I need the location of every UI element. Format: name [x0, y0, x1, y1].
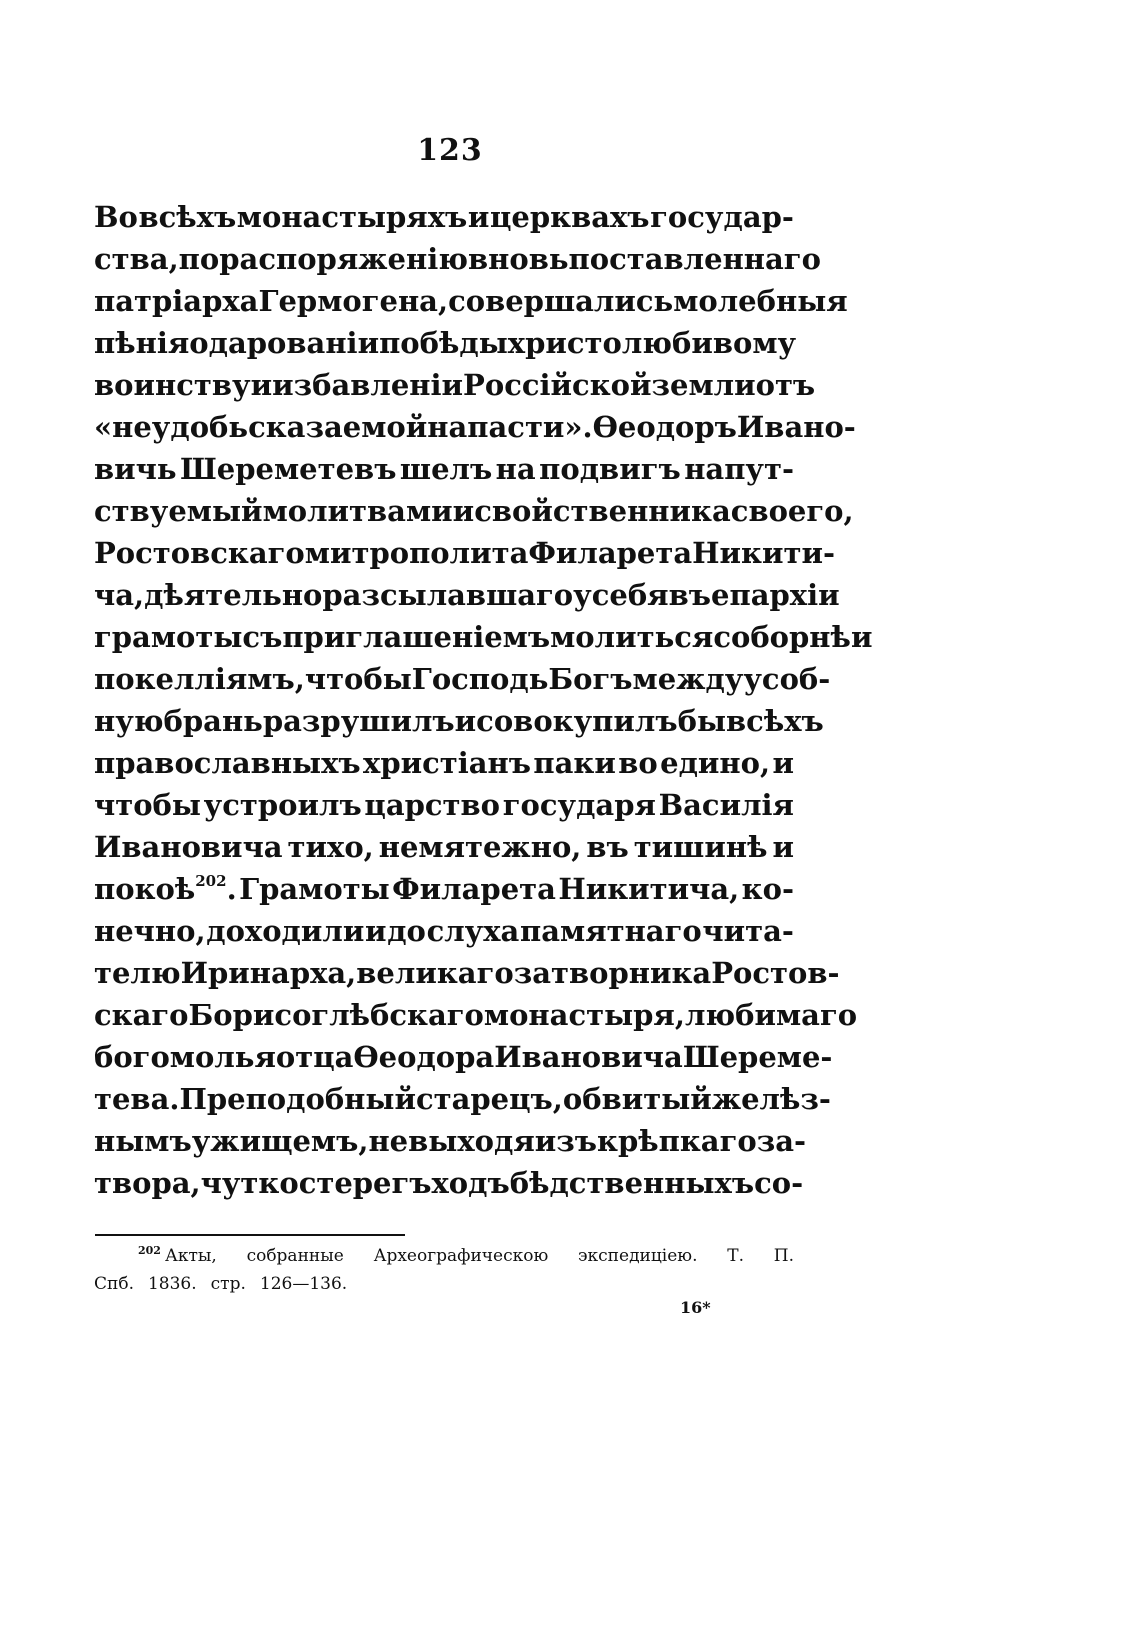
word: митрополита: [304, 536, 529, 570]
footnote-reference: 202: [195, 872, 227, 890]
word: молебныя: [673, 284, 848, 318]
word: совершались: [448, 284, 674, 318]
word: христолюбивому: [507, 326, 797, 360]
word: государ-: [650, 200, 794, 234]
word: въ: [668, 578, 712, 612]
word: государя: [502, 788, 656, 822]
word: Ивано-: [736, 410, 856, 444]
text-line: [94, 952, 840, 994]
word: твора,: [94, 1166, 201, 1200]
footnote-word: экспедиціею.: [578, 1246, 698, 1266]
word: памятнаго: [519, 914, 702, 948]
footnote-word: 126—136.: [259, 1274, 348, 1294]
word: приглашеніемъ: [282, 620, 551, 654]
word: разсылавшаго: [322, 578, 574, 612]
word: Во: [94, 200, 138, 234]
text-line: [94, 448, 794, 490]
text-line: [94, 700, 824, 742]
text-line: [94, 1036, 833, 1078]
word: грамоты: [94, 620, 243, 654]
word: дѣятельно: [144, 578, 323, 612]
text-line: [94, 1078, 831, 1120]
word: въ: [586, 830, 629, 864]
word: Ростов-: [711, 956, 840, 990]
word: выходя: [408, 1124, 535, 1158]
word: молиться: [550, 620, 714, 654]
word: едино,: [660, 746, 771, 780]
word: дарованіи: [208, 326, 380, 360]
word: тева.: [94, 1082, 180, 1116]
word: монастыря,: [483, 998, 685, 1032]
word: не: [368, 1124, 409, 1158]
word: монастыряхъ: [236, 200, 468, 234]
word: стерегъ: [298, 1166, 432, 1200]
footnote-word: 1836.: [147, 1274, 197, 1294]
footnote-word: Археографическою: [373, 1246, 549, 1266]
word: и: [452, 494, 475, 528]
footnote-word: [138, 1242, 217, 1270]
word: любимаго: [684, 998, 858, 1032]
word: ствуемый: [94, 494, 263, 528]
footnote-line: [94, 1242, 794, 1270]
word: христіанъ: [363, 746, 532, 780]
word: всѣхъ: [138, 200, 237, 234]
word: ходъ: [431, 1166, 510, 1200]
word: обвитый: [562, 1082, 712, 1116]
word: Богъ: [548, 662, 633, 696]
text-line: [94, 322, 797, 364]
text-line: [94, 784, 794, 826]
word: Ѳеодоръ: [592, 410, 737, 444]
word: царство: [364, 788, 501, 822]
word: подвигъ: [539, 452, 681, 486]
word: за-: [756, 1124, 807, 1158]
word: своего,: [730, 494, 854, 528]
word: келліямъ,: [134, 662, 305, 696]
word: бы: [677, 704, 727, 738]
word: напут-: [684, 452, 794, 486]
word: «неудобьсказаемой: [94, 410, 428, 444]
word: распоряженію: [219, 242, 468, 276]
text-line: [94, 280, 848, 322]
word: съ: [242, 620, 283, 654]
word: и: [365, 914, 387, 948]
word: чутко: [200, 1166, 299, 1200]
text-line: [94, 532, 835, 574]
word: и: [850, 620, 873, 654]
word: бѣдственныхъ: [509, 1166, 755, 1200]
word: телю: [94, 956, 181, 990]
text-line: [94, 1162, 804, 1204]
word: по: [178, 242, 220, 276]
word: чита-: [702, 914, 794, 948]
text-line: [94, 238, 821, 280]
word: великаго: [356, 956, 514, 990]
word: на: [495, 452, 536, 486]
word: ча,: [94, 578, 145, 612]
word: и: [250, 368, 273, 402]
footnote-marker: 202: [138, 1244, 161, 1257]
footnote-word-text: Акты,: [164, 1246, 217, 1266]
word: разрушилъ: [262, 704, 455, 738]
word: затворника: [513, 956, 712, 990]
word: шелъ: [399, 452, 493, 486]
footnote-line: [94, 1270, 794, 1298]
word: нечно,: [94, 914, 206, 948]
text-line: [94, 658, 831, 700]
word: Филарета: [528, 536, 693, 570]
text-line: [94, 196, 794, 238]
word: Шереметевъ: [180, 452, 397, 486]
word: совокупилъ: [476, 704, 678, 738]
word: о: [189, 326, 209, 360]
word: чтобы: [304, 662, 412, 696]
text-line: [94, 910, 794, 952]
word: паки: [533, 746, 616, 780]
word: Борисоглѣбскаго: [188, 998, 484, 1032]
footnote-word: Спб.: [94, 1274, 134, 1294]
word: со-: [754, 1166, 804, 1200]
word: слуха: [426, 914, 520, 948]
word: Господь: [411, 662, 549, 696]
word: Ивановича: [94, 830, 283, 864]
text-line: [94, 742, 794, 784]
word: чтобы: [94, 788, 201, 822]
word: и: [772, 746, 794, 780]
word: пѣнія: [94, 326, 190, 360]
word: воинству: [94, 368, 251, 402]
word: доходили: [206, 914, 365, 948]
word: Никити-: [692, 536, 835, 570]
body-text: [94, 196, 873, 1204]
word: Шереме-: [682, 1040, 833, 1074]
footnote-rule: [95, 1234, 405, 1236]
word: Преподобный: [179, 1082, 416, 1116]
word: тишинѣ: [633, 830, 768, 864]
word: всѣхъ: [726, 704, 824, 738]
word: напасти».: [427, 410, 593, 444]
word: земли: [651, 368, 756, 402]
footnote-word: собранные: [246, 1246, 344, 1266]
word: поставленнаго: [568, 242, 821, 276]
word: старецъ,: [415, 1082, 563, 1116]
word: вновь: [467, 242, 569, 276]
footnote-word: Т.: [727, 1246, 745, 1266]
word: по: [94, 662, 135, 696]
word: Василія: [658, 788, 794, 822]
word: отца: [275, 1040, 354, 1074]
word: брань: [163, 704, 263, 738]
word: у: [573, 578, 592, 612]
text-line: [94, 490, 854, 532]
footnote-word: П.: [773, 1246, 794, 1266]
word: церквахъ: [489, 200, 650, 234]
word: скаго: [94, 998, 189, 1032]
word: молитвами: [262, 494, 453, 528]
word: ко-: [741, 872, 794, 906]
text-line: [94, 406, 856, 448]
word: епархіи: [711, 578, 840, 612]
word: ства,: [94, 242, 179, 276]
page-number: 123: [417, 133, 483, 168]
text-line: [94, 364, 816, 406]
word: устроилъ: [203, 788, 362, 822]
word: избавленіи: [272, 368, 464, 402]
word: Гермогена,: [258, 284, 449, 318]
text-line: [94, 1120, 807, 1162]
word: Филарета: [392, 872, 556, 906]
word: изъ: [534, 1124, 598, 1158]
word: желѣз-: [711, 1082, 831, 1116]
word: ужищемъ,: [191, 1124, 369, 1158]
signature-mark: 16*: [680, 1298, 711, 1317]
word: Ивановича: [494, 1040, 683, 1074]
word: Грамоты: [239, 872, 390, 906]
word: свойственника: [474, 494, 731, 528]
word: немятежно,: [378, 830, 582, 864]
text-line: [94, 574, 840, 616]
word: Россійской: [463, 368, 652, 402]
word: покоѣ$^{202}$.: [94, 872, 237, 906]
text-line: [94, 616, 873, 658]
footnote: [94, 1242, 794, 1298]
word: крѣпкаго: [597, 1124, 757, 1158]
text-line: [94, 994, 858, 1036]
word: тихо,: [287, 830, 374, 864]
word: до: [387, 914, 426, 948]
word: ную: [94, 704, 164, 738]
word: православныхъ: [94, 746, 361, 780]
word: нымъ: [94, 1124, 192, 1158]
word: и: [772, 830, 794, 864]
word: отъ: [755, 368, 816, 402]
word: Никитича,: [558, 872, 740, 906]
word: Ѳеодора: [353, 1040, 495, 1074]
word: и: [467, 200, 490, 234]
text-line: [94, 868, 794, 910]
word: междуусоб-: [632, 662, 831, 696]
word: и: [454, 704, 477, 738]
word: богомолья: [94, 1040, 276, 1074]
word: побѣды: [379, 326, 508, 360]
word: вичь: [94, 452, 177, 486]
word: соборнѣ: [713, 620, 851, 654]
word: Ростовскаго: [94, 536, 305, 570]
word: во: [618, 746, 658, 780]
text-line: [94, 826, 794, 868]
word: себя: [591, 578, 669, 612]
footnote-word: стр.: [210, 1274, 246, 1294]
word: патріарха: [94, 284, 259, 318]
word: Иринарха,: [180, 956, 357, 990]
